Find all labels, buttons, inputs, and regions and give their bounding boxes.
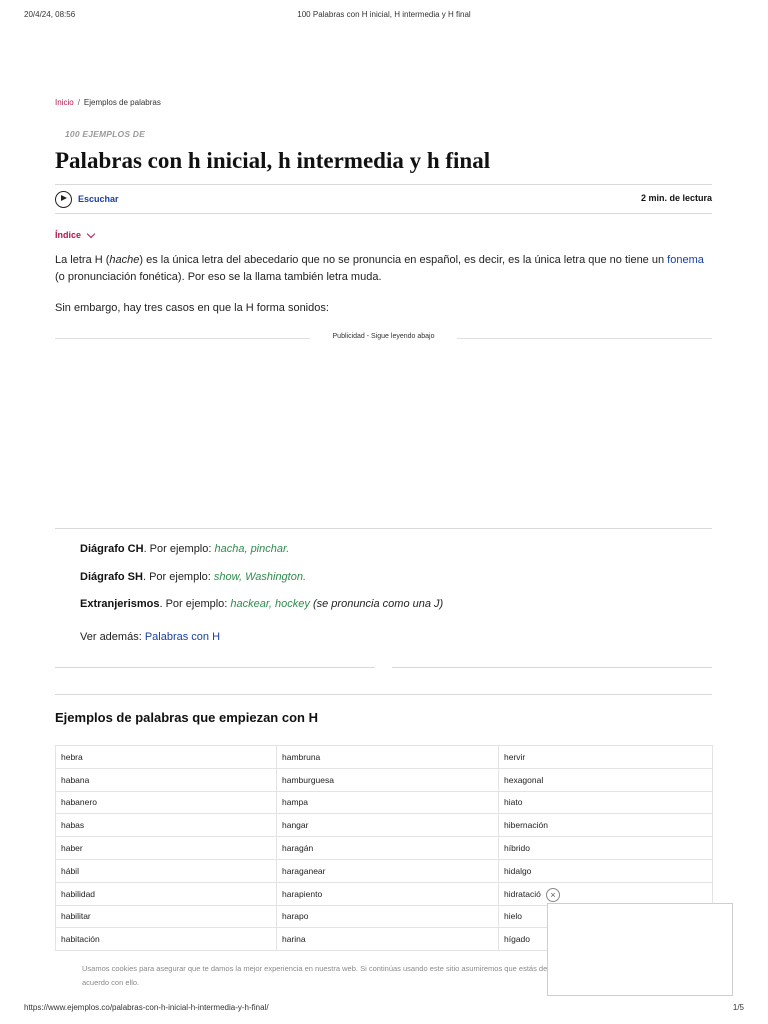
article-kicker: 100 EJEMPLOS DE (65, 129, 146, 139)
case-term: Extranjerismos (80, 598, 160, 610)
intro-paragraph (55, 252, 715, 285)
word-cell: hangar (277, 814, 499, 837)
case-note: (se pronuncia como una J) (309, 598, 444, 610)
word-cell: hibernación (499, 814, 713, 837)
case-term: Diágrafo SH (80, 571, 143, 583)
ad-divider (55, 338, 310, 339)
intro-text: (o pronunciación fonética). Por eso se la llama también letra muda. (55, 270, 382, 283)
word-cell: hervir (499, 746, 713, 769)
word-cell: harapo (277, 905, 499, 928)
breadcrumb-home-link[interactable]: Inicio (55, 98, 74, 107)
divider (55, 213, 712, 214)
print-url: https://www.ejemplos.co/palabras-con-h-inicial-h-intermedia-y-h-final/ (24, 1003, 269, 1012)
intro-text: ) es la única letra del abecedario que no se pronuncia en español, es decir, es la única letra que no tiene un (139, 254, 668, 266)
table-row (56, 768, 713, 791)
print-title: 100 Palabras con H inicial, H intermedia y H final (297, 10, 471, 19)
word-cell: híbrido (499, 837, 713, 860)
case-text: . Por ejemplo: (142, 571, 214, 583)
word-cell: habilitar (56, 905, 277, 928)
word-cell: harapiento (277, 882, 499, 905)
word-cell: haragán (277, 837, 499, 860)
divider (55, 694, 712, 695)
reading-time: 2 min. de lectura (640, 193, 712, 203)
divider (55, 667, 375, 668)
word-cell: haraganear (277, 859, 499, 882)
case-term: Diágrafo CH (80, 543, 144, 555)
word-cell: hiato (499, 791, 713, 814)
breadcrumb-separator: / (77, 98, 80, 107)
word-cell: habitación (56, 928, 277, 951)
case-text: . Por ejemplo: (143, 543, 215, 555)
divider (392, 667, 712, 668)
breadcrumb-current-link[interactable]: Ejemplos de palabras (83, 98, 161, 107)
print-date: 20/4/24, 08:56 (24, 10, 76, 19)
table-row (56, 791, 713, 814)
print-header (24, 10, 744, 22)
word-cell: hampa (277, 791, 499, 814)
intro-emphasis: hache (109, 254, 140, 266)
fonema-link[interactable]: fonema (667, 254, 704, 266)
divider (55, 528, 712, 529)
section-title: Ejemplos de palabras que empiezan con H (55, 710, 318, 725)
table-row (56, 882, 713, 905)
case-item (80, 598, 443, 610)
word-cell: habilidad (56, 882, 277, 905)
ad-label-text: Publicidad - Sigue leyendo abajo (332, 333, 435, 340)
listen-button[interactable] (55, 190, 119, 208)
see-also-link[interactable]: Palabras con H (144, 631, 221, 643)
word-cell: habana (56, 768, 277, 791)
word-cell: hamburguesa (277, 768, 499, 791)
case-item (80, 571, 306, 583)
listen-label: Escuchar (78, 194, 119, 204)
case-text: . Por ejemplo: (159, 598, 231, 610)
ad-divider (457, 338, 712, 339)
ad-box[interactable] (547, 903, 733, 996)
case-item (80, 543, 289, 555)
word-cell: haber (56, 837, 277, 860)
word-cell: hebra (56, 746, 277, 769)
breadcrumb (55, 98, 161, 107)
close-icon[interactable]: × (546, 888, 560, 902)
word-cell: hígado (499, 928, 713, 951)
table-row (56, 814, 713, 837)
print-footer (24, 1003, 744, 1015)
table-row (56, 859, 713, 882)
table-row (56, 746, 713, 769)
intro-paragraph-2: Sin embargo, hay tres casos en que la H forma sonidos: (55, 302, 329, 314)
ad-label (55, 333, 712, 343)
toc-toggle[interactable] (55, 230, 94, 240)
word-cell: hidratació (499, 882, 713, 905)
word-cell: hábil (56, 859, 277, 882)
toc-label: Índice (55, 230, 82, 240)
intro-text: La letra H ( (55, 254, 110, 266)
case-examples: hacha, pinchar. (214, 543, 290, 555)
see-also-label: Ver además: (80, 631, 145, 643)
page-title: Palabras con h inicial, h intermedia y h final (55, 148, 491, 173)
divider (55, 184, 712, 185)
page-number: 1/5 (732, 1003, 744, 1012)
word-cell: habas (56, 814, 277, 837)
word-cell: hexagonal (499, 768, 713, 791)
word-cell: habanero (56, 791, 277, 814)
word-cell: hidalgo (499, 859, 713, 882)
word-cell: hambruna (277, 746, 499, 769)
chevron-down-icon (87, 229, 95, 237)
word-cell: hielo (499, 905, 713, 928)
see-also (80, 631, 220, 643)
play-icon (55, 191, 72, 208)
cookie-notice: Usamos cookies para asegurar que te damos la mejor experiencia en nuestra web. Si continúas usando este sitio asumiremos que estás de acuerdo con ello. (82, 964, 548, 987)
table-row (56, 837, 713, 860)
word-cell: harina (277, 928, 499, 951)
case-examples: hackear, hockey (230, 598, 310, 610)
case-examples: show, Washington. (213, 571, 307, 583)
